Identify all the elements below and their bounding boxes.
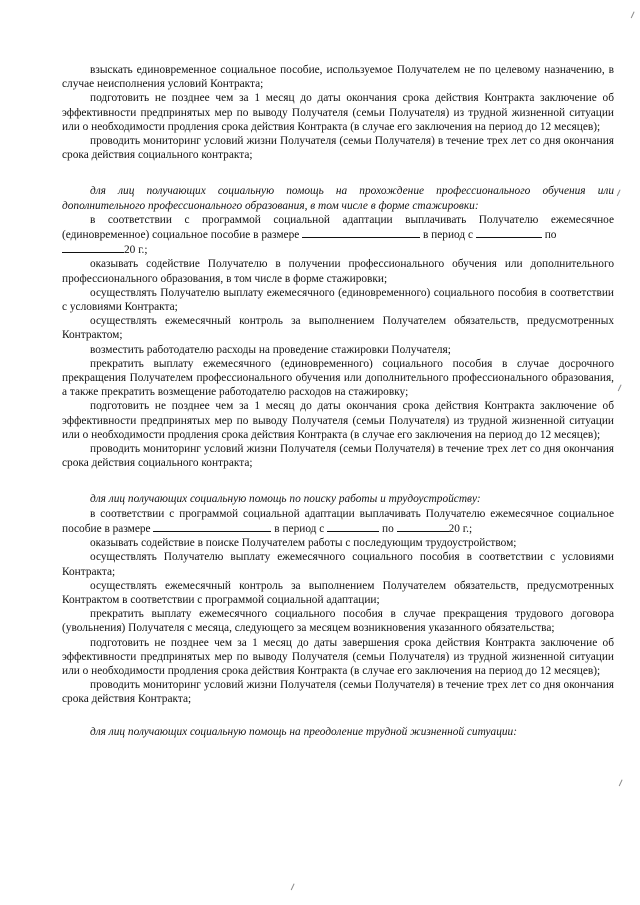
paragraph: проводить мониторинг условий жизни Получателя (семьи Получателя) в течение трех лет со дня окончания срока действия социального контракта; — [62, 135, 614, 162]
payment-paragraph: в соответствии с программой социальной адаптации выплачивать Получателю ежемесячное социальное пособие в размере в период с по 20 г.; — [62, 507, 614, 535]
amount-blank — [302, 227, 420, 238]
amount-blank — [153, 521, 271, 532]
scan-mark — [291, 883, 298, 891]
date-to-blank — [62, 242, 124, 253]
paragraph: прекратить выплату ежемесячного (единовременного) социального пособия в случае досрочного прекращения Получателем профессионального обучения или дополнительного профессионального образования, а также прекратить возмещение работодателю расходов на стажировку; — [62, 357, 614, 399]
paragraph: подготовить не позднее чем за 1 месяц до даты окончания срока действия Контракта заключение об эффективности предпринятых мер по выводу Получателя (семьи Получателя) из трудной жизненной ситуации или о необходимости продления срока действия Контракта (в случае его заключения на период до 12 месяцев); — [62, 92, 614, 133]
document-body — [62, 63, 614, 739]
scan-mark — [619, 779, 626, 787]
paragraph: оказывать содействие Получателю в получении профессионального обучения или дополнительного профессионального образования, в том числе в форме стажировки; — [62, 258, 614, 285]
date-from-blank — [327, 521, 379, 532]
paragraph: подготовить не позднее чем за 1 месяц до даты окончания срока действия Контракта заключение об эффективности предпринятых мер по выводу Получателя (семьи Получателя) из трудной жизненной ситуации или о необходимости продления срока действия Контракта (в случае его заключения на период до 12 месяцев); — [62, 400, 614, 441]
paragraph: оказывать содействие в поиске Получателем работы с последующим трудоустройством; — [90, 537, 517, 550]
scan-mark — [617, 189, 624, 197]
section-heading: для лиц получающих социальную помощь на преодоление трудной жизненной ситуации: — [90, 725, 518, 738]
paragraph: осуществлять Получателю выплату ежемесячного социального пособия в соответствии с условиями Контракта; — [62, 551, 614, 578]
date-from-blank — [476, 227, 542, 238]
scan-mark — [618, 384, 625, 392]
paragraph: прекратить выплату ежемесячного социального пособия в случае прекращения трудового договора (увольнения) Получателя с месяца, следующего за месяцем возникновения указанного обязательства; — [62, 608, 614, 635]
paragraph: проводить мониторинг условий жизни Получателя (семьи Получателя) в течение трех лет со дня окончания срока действия социального контракта; — [62, 443, 614, 470]
paragraph: возместить работодателю расходы на проведение стажировки Получателя; — [90, 343, 451, 356]
scan-mark — [631, 11, 638, 19]
paragraph: осуществлять ежемесячный контроль за выполнением Получателем обязательств, предусмотренных Контрактом; — [62, 315, 614, 342]
payment-paragraph: в соответствии с программой социальной адаптации выплачивать Получателю ежемесячное (единовременное) социальное пособие в размере в период с по 20 г.; — [62, 213, 614, 257]
paragraph: взыскать единовременное социальное пособие, используемое Получателем не по целевому назначению, в случае неисполнения условий Контракта; — [62, 64, 614, 91]
section-heading: для лиц получающих социальную помощь на прохождение профессионального обучения или дополнительного профессионального образования, в том числе в форме стажировки: — [62, 185, 614, 212]
paragraph: осуществлять ежемесячный контроль за выполнением Получателем обязательств, предусмотренных Контрактом в соответствии с программой социальной адаптации; — [62, 579, 614, 606]
paragraph: подготовить не позднее чем за 1 месяц до даты завершения срока действия Контракта заключение об эффективности предпринятых мер по выводу Получателя (семьи Получателя) из трудной жизненной ситуации или о необходимости продления срока действия Контракта (в случае его заключения на период до 12 месяцев); — [62, 636, 614, 677]
paragraph: осуществлять Получателю выплату ежемесячного (единовременного) социального пособия в соответствии с условиями Контракта; — [62, 286, 614, 314]
section-heading: для лиц получающих социальную помощь по поиску работы и трудоустройству: — [90, 493, 481, 506]
date-to-blank — [397, 521, 449, 532]
paragraph: проводить мониторинг условий жизни Получателя (семьи Получателя) в течение трех лет со дня окончания срока действия Контракта; — [62, 679, 614, 706]
